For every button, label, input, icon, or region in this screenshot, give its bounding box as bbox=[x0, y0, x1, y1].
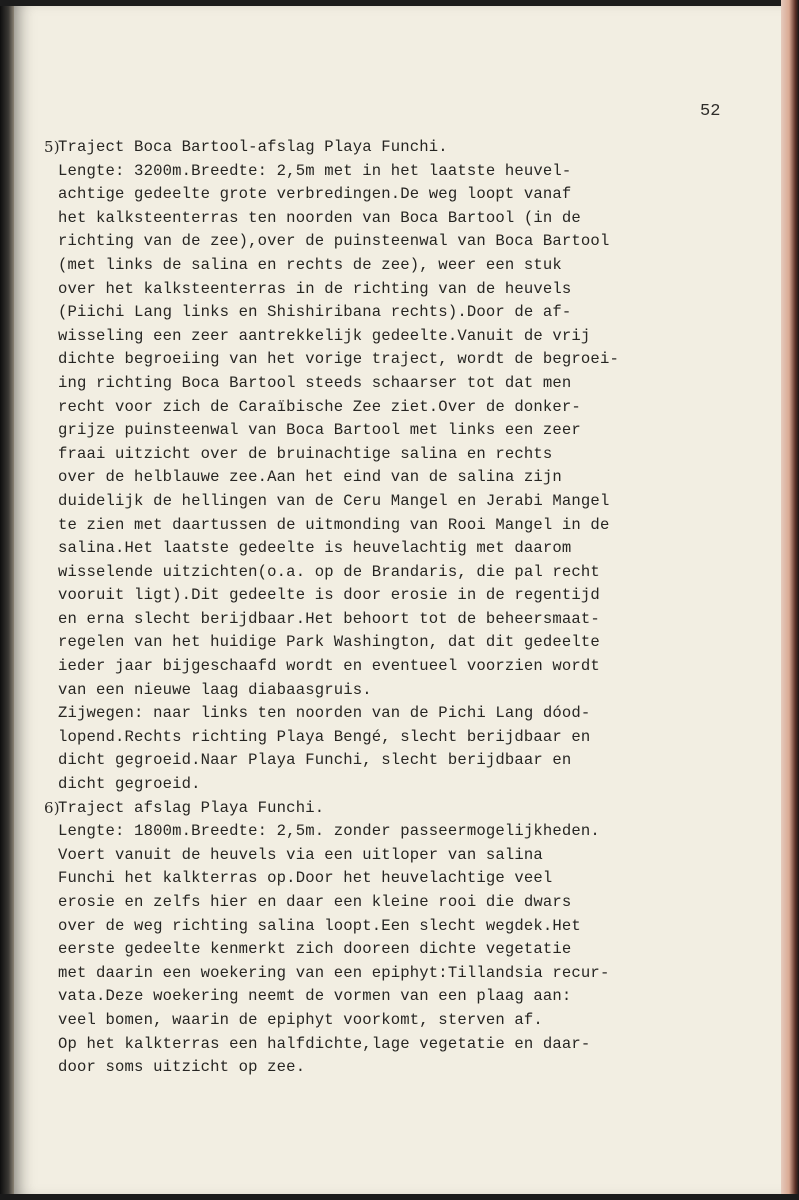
page-edge-right bbox=[781, 0, 799, 1200]
text-line: duidelijk de hellingen van de Ceru Mangel en Jerabi Mangel bbox=[58, 491, 610, 510]
text-line: vooruit ligt).Dit gedeelte is door erosie in de regentijd bbox=[58, 586, 600, 605]
text-line: over het kalksteenterras in de richting van de heuvels bbox=[58, 279, 572, 298]
text-line: Lengte: 1800m.Breedte: 2,5m. zonder passeermogelijkheden. bbox=[58, 822, 600, 841]
text-line: richting van de zee),over de puinsteenwal van Boca Bartool bbox=[58, 232, 610, 251]
text-line: veel bomen, waarin de epiphyt voorkomt, sterven af. bbox=[58, 1010, 543, 1029]
text-line: Zijwegen: naar links ten noorden van de Pichi Lang dóod- bbox=[58, 704, 591, 723]
text-line: fraai uitzicht over de bruinachtige salina en rechts bbox=[58, 444, 553, 463]
text-line: over de helblauwe zee.Aan het eind van de salina zijn bbox=[58, 468, 562, 487]
text-line: recht voor zich de Caraïbische Zee ziet.Over de donker- bbox=[58, 397, 581, 416]
text-line: ieder jaar bijgeschaafd wordt en eventueel voorzien wordt bbox=[58, 657, 600, 676]
text-line: (met links de salina en rechts de zee), weer een stuk bbox=[58, 255, 562, 274]
text-line: dicht gegroeid. bbox=[58, 775, 201, 794]
section-5 bbox=[44, 136, 688, 797]
section-6 bbox=[44, 797, 688, 1080]
typewritten-page bbox=[14, 6, 781, 1194]
text-line: Lengte: 3200m.Breedte: 2,5m met in het laatste heuvel- bbox=[58, 161, 572, 180]
text-line: en erna slecht berijdbaar.Het behoort tot de beheersmaat- bbox=[58, 609, 600, 628]
text-line: Op het kalkterras een halfdichte,lage vegetatie en daar- bbox=[58, 1034, 591, 1053]
text-line: Funchi het kalkterras op.Door het heuvelachtige veel bbox=[58, 869, 553, 888]
section-5-title: Traject Boca Bartool-afslag Playa Funchi. bbox=[58, 138, 448, 156]
text-line: door soms uitzicht op zee. bbox=[58, 1058, 306, 1077]
text-line: met daarin een woekering van een epiphyt:Tillandsia recur- bbox=[58, 963, 610, 982]
text-line: grijze puinsteenwal van Boca Bartool met links een zeer bbox=[58, 421, 581, 440]
section-6-title-line bbox=[44, 797, 688, 821]
section-5-title-line bbox=[44, 136, 688, 160]
section-6-marker: 6) bbox=[44, 798, 60, 817]
text-line: Voert vanuit de heuvels via een uitloper van salina bbox=[58, 845, 543, 864]
text-line: vata.Deze woekering neemt de vormen van een plaag aan: bbox=[58, 987, 572, 1006]
text-line: ing richting Boca Bartool steeds schaarser tot dat men bbox=[58, 373, 572, 392]
text-line: (Piichi Lang links en Shishiribana rechts).Door de af- bbox=[58, 303, 572, 322]
text-line: van een nieuwe laag diabaasgruis. bbox=[58, 680, 372, 699]
book-binding-shadow bbox=[0, 0, 14, 1200]
text-line: salina.Het laatste gedeelte is heuvelachtig met daarom bbox=[58, 539, 572, 558]
text-line: erosie en zelfs hier en daar een kleine rooi die dwars bbox=[58, 893, 572, 911]
text-line: te zien met daartussen de uitmonding van Rooi Mangel in de bbox=[58, 515, 610, 534]
page-number: 52 bbox=[700, 102, 721, 121]
text-line: lopend.Rechts richting Playa Bengé, slecht berijdbaar en bbox=[58, 727, 591, 746]
bottom-edge bbox=[0, 1194, 799, 1200]
text-line: eerste gedeelte kenmerkt zich dooreen dichte vegetatie bbox=[58, 940, 572, 959]
text-line: dicht gegroeid.Naar Playa Funchi, slecht berijdbaar en bbox=[58, 751, 572, 770]
text-line: wisselende uitzichten(o.a. op de Brandaris, die pal recht bbox=[58, 562, 600, 581]
text-line: dichte begroeiing van het vorige traject, wordt de begroei- bbox=[58, 350, 619, 369]
typed-text-body bbox=[44, 136, 688, 1080]
text-line: wisseling een zeer aantrekkelijk gedeelte.Vanuit de vrij bbox=[58, 326, 591, 345]
text-line: over de weg richting salina loopt.Een slecht wegdek.Het bbox=[58, 916, 581, 935]
text-line: regelen van het huidige Park Washington, dat dit gedeelte bbox=[58, 633, 600, 652]
section-5-marker: 5) bbox=[44, 138, 60, 156]
text-line: het kalksteenterras ten noorden van Boca Bartool (in de bbox=[58, 208, 581, 227]
text-line: achtige gedeelte grote verbredingen.De weg loopt vanaf bbox=[58, 185, 572, 204]
section-6-title: Traject afslag Playa Funchi. bbox=[58, 798, 325, 817]
